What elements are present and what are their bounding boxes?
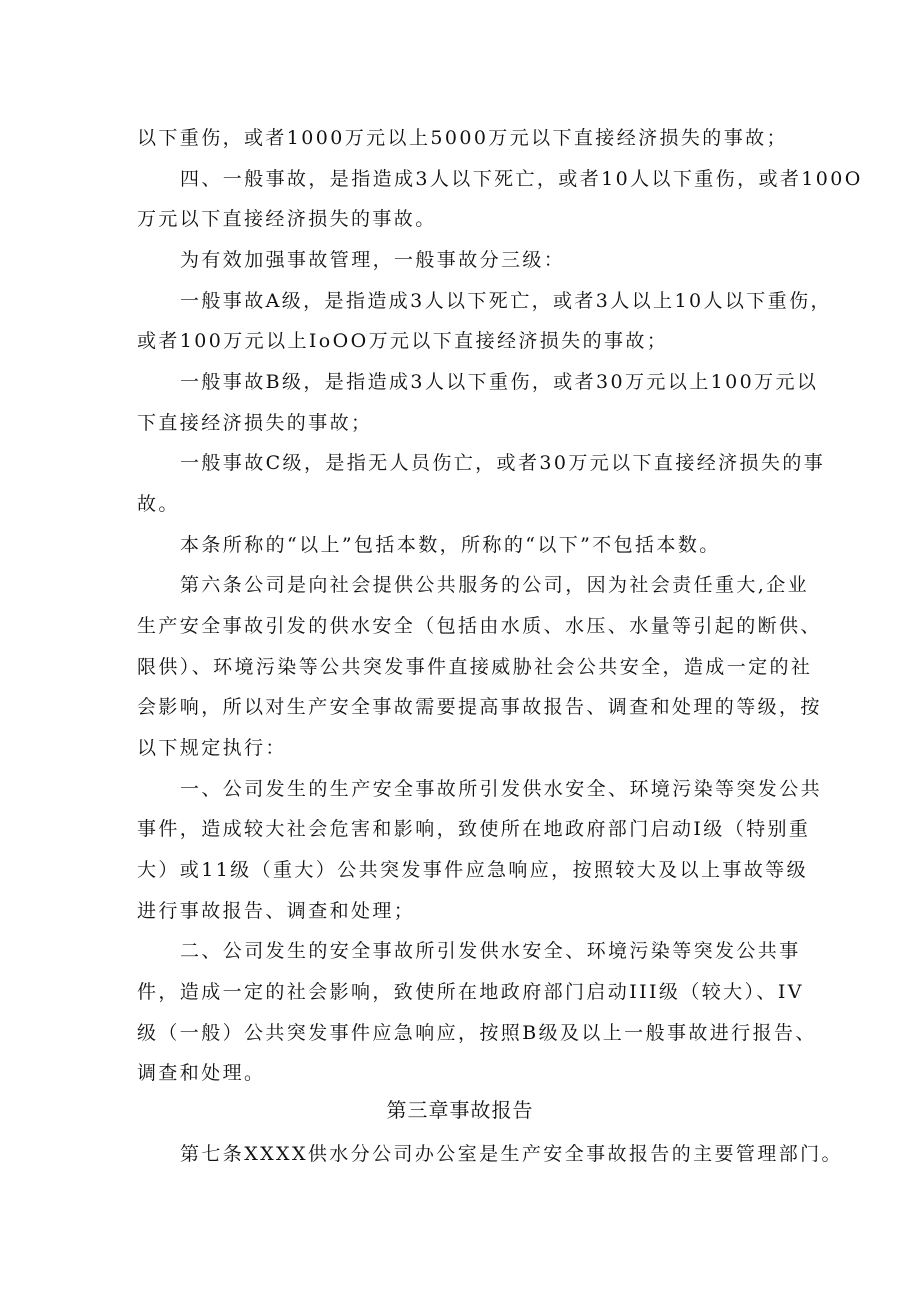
text-line: 下直接经济损失的事故； (137, 412, 373, 434)
text-line: 级（一般）公共突发事件应急响应，按照B级及以上一般事故进行报告、 (137, 1022, 817, 1044)
text-line: 故。 (137, 493, 180, 515)
text-line: 一、公司发生的生产安全事故所引发供水安全、环境污染等突发公共 (180, 778, 823, 800)
text-line: 一般事故B级，是指造成3人以下重伤，或者30万元以上100万元以 (180, 371, 819, 393)
text-line: 以下重伤，或者1000万元以上5000万元以下直接经济损失的事故； (137, 127, 788, 149)
text-line: 万元以下直接经济损失的事故。 (137, 208, 437, 230)
text-line: 第六条公司是向社会提供公共服务的公司，因为社会责任重大,企业 (180, 574, 810, 596)
text-line: 调查和处理。 (137, 1062, 266, 1084)
text-line: 为有效加强事故管理，一般事故分三级： (180, 249, 566, 271)
text-line: 件，造成一定的社会影响，致使所在地政府部门启动III级（较大）、IV (137, 981, 804, 1003)
text-line: 进行事故报告、调查和处理； (137, 900, 416, 922)
text-line: 限供）、环境污染等公共突发事件直接威胁社会公共安全，造成一定的社 (137, 656, 813, 678)
text-line: 会影响，所以对生产安全事故需要提高事故报告、调查和处理的等级，按 (137, 696, 822, 718)
text-line: 事件，造成较大社会危害和影响，致使所在地政府部门启动I级（特别重 (137, 818, 811, 840)
text-line: 一般事故A级，是指造成3人以下死亡，或者3人以上10人以下重伤， (180, 290, 832, 312)
text-line: 本条所称的“以上”包括本数，所称的“以下”不包括本数。 (180, 534, 721, 556)
text-line: 四、一般事故，是指造成3人以下死亡，或者10人以下重伤，或者100O (180, 168, 863, 190)
text-line: 以下规定执行： (137, 737, 287, 759)
chapter-heading: 第三章事故报告 (386, 1098, 534, 1122)
text-line: 一般事故C级，是指无人员伤亡，或者30万元以下直接经济损失的事 (180, 452, 826, 474)
text-line: 或者100万元以上IoOO万元以下直接经济损失的事故； (137, 330, 669, 352)
text-line: 大）或11级（重大）公共突发事件应急响应，按照较大及以上事故等级 (137, 859, 808, 881)
text-line: 第七条XXXX供水分公司办公室是生产安全事故报告的主要管理部门。 (180, 1143, 843, 1165)
text-line: 二、公司发生的安全事故所引发供水安全、环境污染等突发公共事 (180, 940, 801, 962)
text-line: 生产安全事故引发的供水安全（包括由水质、水压、水量等引起的断供、 (137, 615, 822, 637)
